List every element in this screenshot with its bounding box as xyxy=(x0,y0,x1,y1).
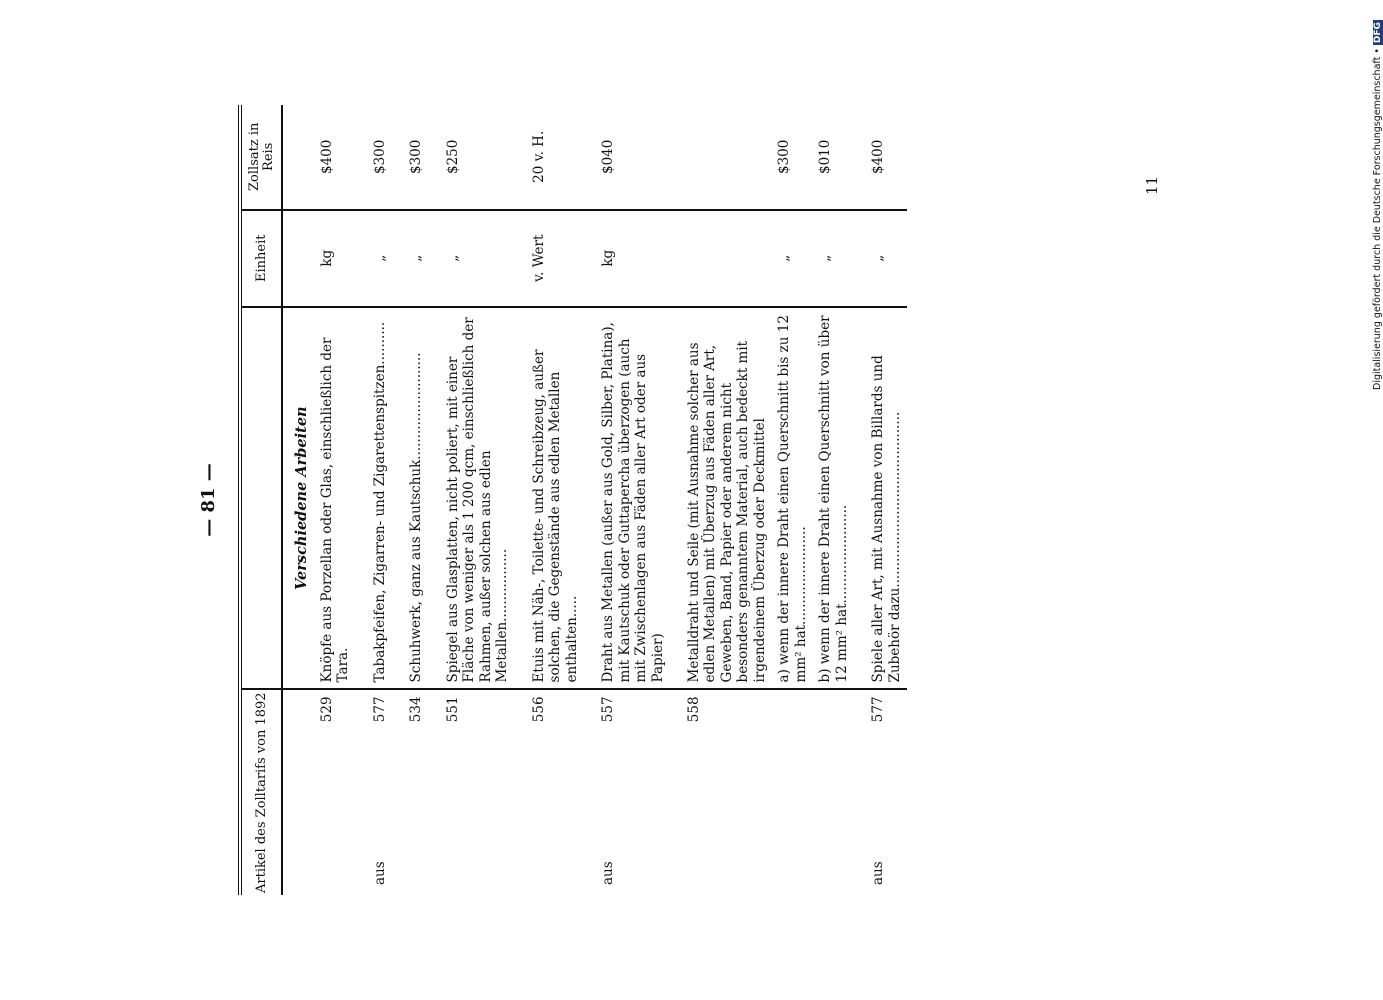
subrow-label: b) wenn der innere Draht einen Querschnitt von über 12 mm² hat....................... xyxy=(813,307,854,690)
page-number: — 81 — xyxy=(198,463,219,537)
table-row xyxy=(441,105,515,895)
row-unit xyxy=(682,210,772,307)
row-description: Metalldraht und Seile (mit Ausnahme solcher aus edlen Metallen) mit Überzug aus Fäden aller Art, Geweben, Band, Papier oder anderem nicht besonders genanntem Material, auch bedeckt mit irgendeinem Überzug oder Deckmittel xyxy=(682,307,772,690)
row-rate: 20 v. H. xyxy=(530,130,547,183)
subrow-unit: „ xyxy=(813,210,854,307)
row-unit: „ xyxy=(368,210,392,307)
header-article: Artikel des Zolltarifs von 1892 xyxy=(240,689,282,895)
table-row xyxy=(596,105,670,895)
sheet-number: 11 xyxy=(1143,175,1161,195)
rotated-page-content xyxy=(198,105,1161,895)
table-row xyxy=(682,105,772,895)
row-unit: v. Wert xyxy=(527,210,584,307)
row-article: 556 xyxy=(530,696,547,723)
row-unit: „ xyxy=(404,210,428,307)
row-unit: „ xyxy=(866,210,907,307)
table-row xyxy=(527,105,584,895)
row-rate: $250 xyxy=(444,139,461,174)
row-prefix: aus xyxy=(600,861,617,885)
row-article: 577 xyxy=(870,696,887,723)
row-unit: kg xyxy=(596,210,670,307)
row-article: 557 xyxy=(600,696,617,723)
tariff-table xyxy=(238,105,907,895)
subrow-rate: $010 xyxy=(817,139,834,174)
funding-text: Digitalisierung gefördert durch die Deutsche Forschungsgemeinschaft • xyxy=(1372,48,1383,390)
row-article: 558 xyxy=(686,696,702,723)
row-prefix: aus xyxy=(870,861,887,885)
header-unit: Einheit xyxy=(240,210,282,307)
row-rate: $040 xyxy=(600,139,617,174)
subrow-unit: „ xyxy=(772,210,813,307)
row-article: 529 xyxy=(318,696,335,723)
table-subrow xyxy=(813,105,854,895)
header-description xyxy=(240,307,282,690)
row-rate: $300 xyxy=(371,139,388,174)
row-unit: „ xyxy=(441,210,515,307)
row-rate: $400 xyxy=(870,139,887,174)
section-row xyxy=(282,105,315,895)
row-article: 551 xyxy=(444,696,461,723)
row-article: 577 xyxy=(371,696,388,723)
section-title: Verschiedene Arbeiten xyxy=(282,307,315,690)
row-description: Knöpfe aus Porzellan oder Glas, einschließlich der Tara. xyxy=(315,307,356,690)
row-rate: $400 xyxy=(318,139,335,174)
row-description: Etuis mit Näh-, Toilette- und Schreibzeug, außer solchen, die Gegenstände aus edlen Metallen enthalten..... xyxy=(527,307,584,690)
subrow-label: a) wenn der innere Draht einen Querschnitt bis zu 12 mm² hat....................... xyxy=(772,307,813,690)
row-prefix: aus xyxy=(371,861,388,885)
row-description: Spiegel aus Glasplatten, nicht poliert, mit einer Fläche von weniger als 1 200 qcm, einschließlich der Rahmen, außer solchen aus edlen Metallen................. xyxy=(441,307,515,690)
dfg-logo: DFG xyxy=(1373,22,1383,44)
row-rate: $300 xyxy=(408,139,425,174)
row-unit: kg xyxy=(315,210,356,307)
table-row xyxy=(404,105,428,895)
table-row xyxy=(368,105,392,895)
funding-note xyxy=(1372,10,1383,390)
row-article: 534 xyxy=(408,696,425,723)
subrow-rate: $300 xyxy=(776,139,793,174)
table-subrow xyxy=(772,105,813,895)
row-description: Draht aus Metallen (außer aus Gold, Silber, Platina), mit Kautschuk oder Guttapercha überzogen (auch mit Zwischenlagen aus Fäden aller Art oder aus Papier) xyxy=(596,307,670,690)
row-rate xyxy=(682,105,772,210)
table-row xyxy=(866,105,907,895)
table-row xyxy=(315,105,356,895)
table-header-row xyxy=(240,105,282,895)
row-description: Tabakpfeifen, Zigarren- und Zigarettenspitzen.......... xyxy=(368,307,392,690)
header-rate: Zollsatz in Reis xyxy=(240,105,282,210)
row-description: Schuhwerk, ganz aus Kautschuk......................... xyxy=(404,307,428,690)
row-description: Spiele aller Art, mit Ausnahme von Billards und Zubehör dazu......................................... xyxy=(866,307,907,690)
